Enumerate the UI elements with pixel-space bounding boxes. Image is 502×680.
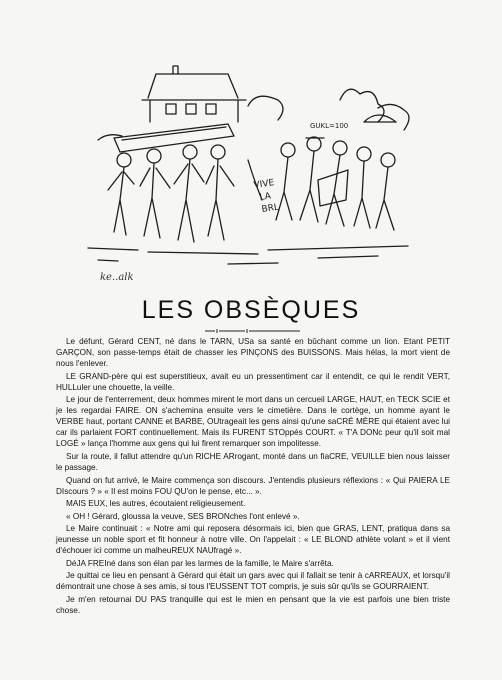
paragraph: Je m'en retournai DU PAS tranquille qui est le mien en pensant que la vie est parfois une bien triste chose. xyxy=(56,595,450,616)
paragraph: MAIS EUX, les autres, écoutaient religieusement. xyxy=(66,499,246,509)
paragraph: « OH ! Gérard, gloussa la veuve, SES BRONches l'ont enlevé ». xyxy=(66,511,300,521)
paragraph: Le jour de l'enterrement, deux hommes mirent le mort dans un cercueil LARGE, HAUT, en TECK SCIE et je les regardai FAIRE. ON s'achemina ensuite vers le cimetière. Dans le cortège, un homme ayant le VERBE haut, portant CANNE et BARBE, OUtrageait les gens ainsi qu'une saCRÉ MÈRE qui étaient avec lui car ils parlaient FORT continuellement. Mais ils FURENT STOppés COURT. « T'A DONc peur qu'il soit mal LOGÉ » lança l'homme aux gens qui lui firent remarquer son impolitesse. xyxy=(56,395,450,449)
paragraph: LE GRAND-père qui est superstitieux, avait eu un pressentiment car il entendit, ce qui le rendit VERT, HULLuler une chouette, la veille. xyxy=(56,371,450,392)
article-body xyxy=(56,336,450,618)
crowd xyxy=(276,115,396,230)
funeral-procession-illustration xyxy=(78,60,418,290)
paragraph: DéJA FREIné dans son élan par les larmes de la famille, le Maire s'arrêta. xyxy=(66,558,334,568)
paragraph: Sur la route, il fallut attendre qu'un RICHE ARrogant, monté dans un fiaCRE, VEUILLE bien nous laisser le passage. xyxy=(56,451,450,473)
sign-word-1: VIVE xyxy=(253,178,275,191)
page-title: LES OBSÈQUES xyxy=(141,296,361,324)
paragraph: Le Maire continuait : « Notre ami qui reposera désormais ici, bien que GRAS, LENT, pratiqua dans sa jeunesse un noble sport et fit honneur à notre ville. On l'appelait : « LE BLOND athlète volant » et il vient d'échouer ici comme un malheuREUX NAUfragé ». xyxy=(56,524,450,556)
title-ornament xyxy=(205,328,300,334)
hat-text: GUKL=100 xyxy=(310,122,349,130)
paragraph: Je quittai ce lieu en pensant à Gérard qui était un gars avec qui il fallait se tenir à cARREAUX, et lorsqu'il démontrait une chose à ses amis, si tous l'EUSSENT TOT compris, je suis sûr qu'ils se GOURRAIENT. xyxy=(56,571,450,592)
pallbearers xyxy=(108,145,234,242)
sign-word-3: BRL xyxy=(261,202,280,215)
coffin-drawing xyxy=(98,124,234,152)
paragraph: Quand on fut arrivé, le Maire commença son discours. J'entendis plusieurs réflexions : « Qui PAIERA LE DIscours ? » « Il est moins FOU QU'on le pense, etc... ». xyxy=(56,475,450,496)
paragraph: Le défunt, Gérard CENT, né dans le TARN, USa sa santé en bûchant comme un lion. Etant PETIT GARÇON, son passe-temps était de chasser les PINÇONS des BUISSONS. Mais hélas, la mort vient de nous l'enlever. xyxy=(56,337,450,369)
house-drawing xyxy=(142,66,283,122)
sign-word-2: LA xyxy=(259,191,272,203)
artist-signature: ke..alk xyxy=(100,272,134,283)
